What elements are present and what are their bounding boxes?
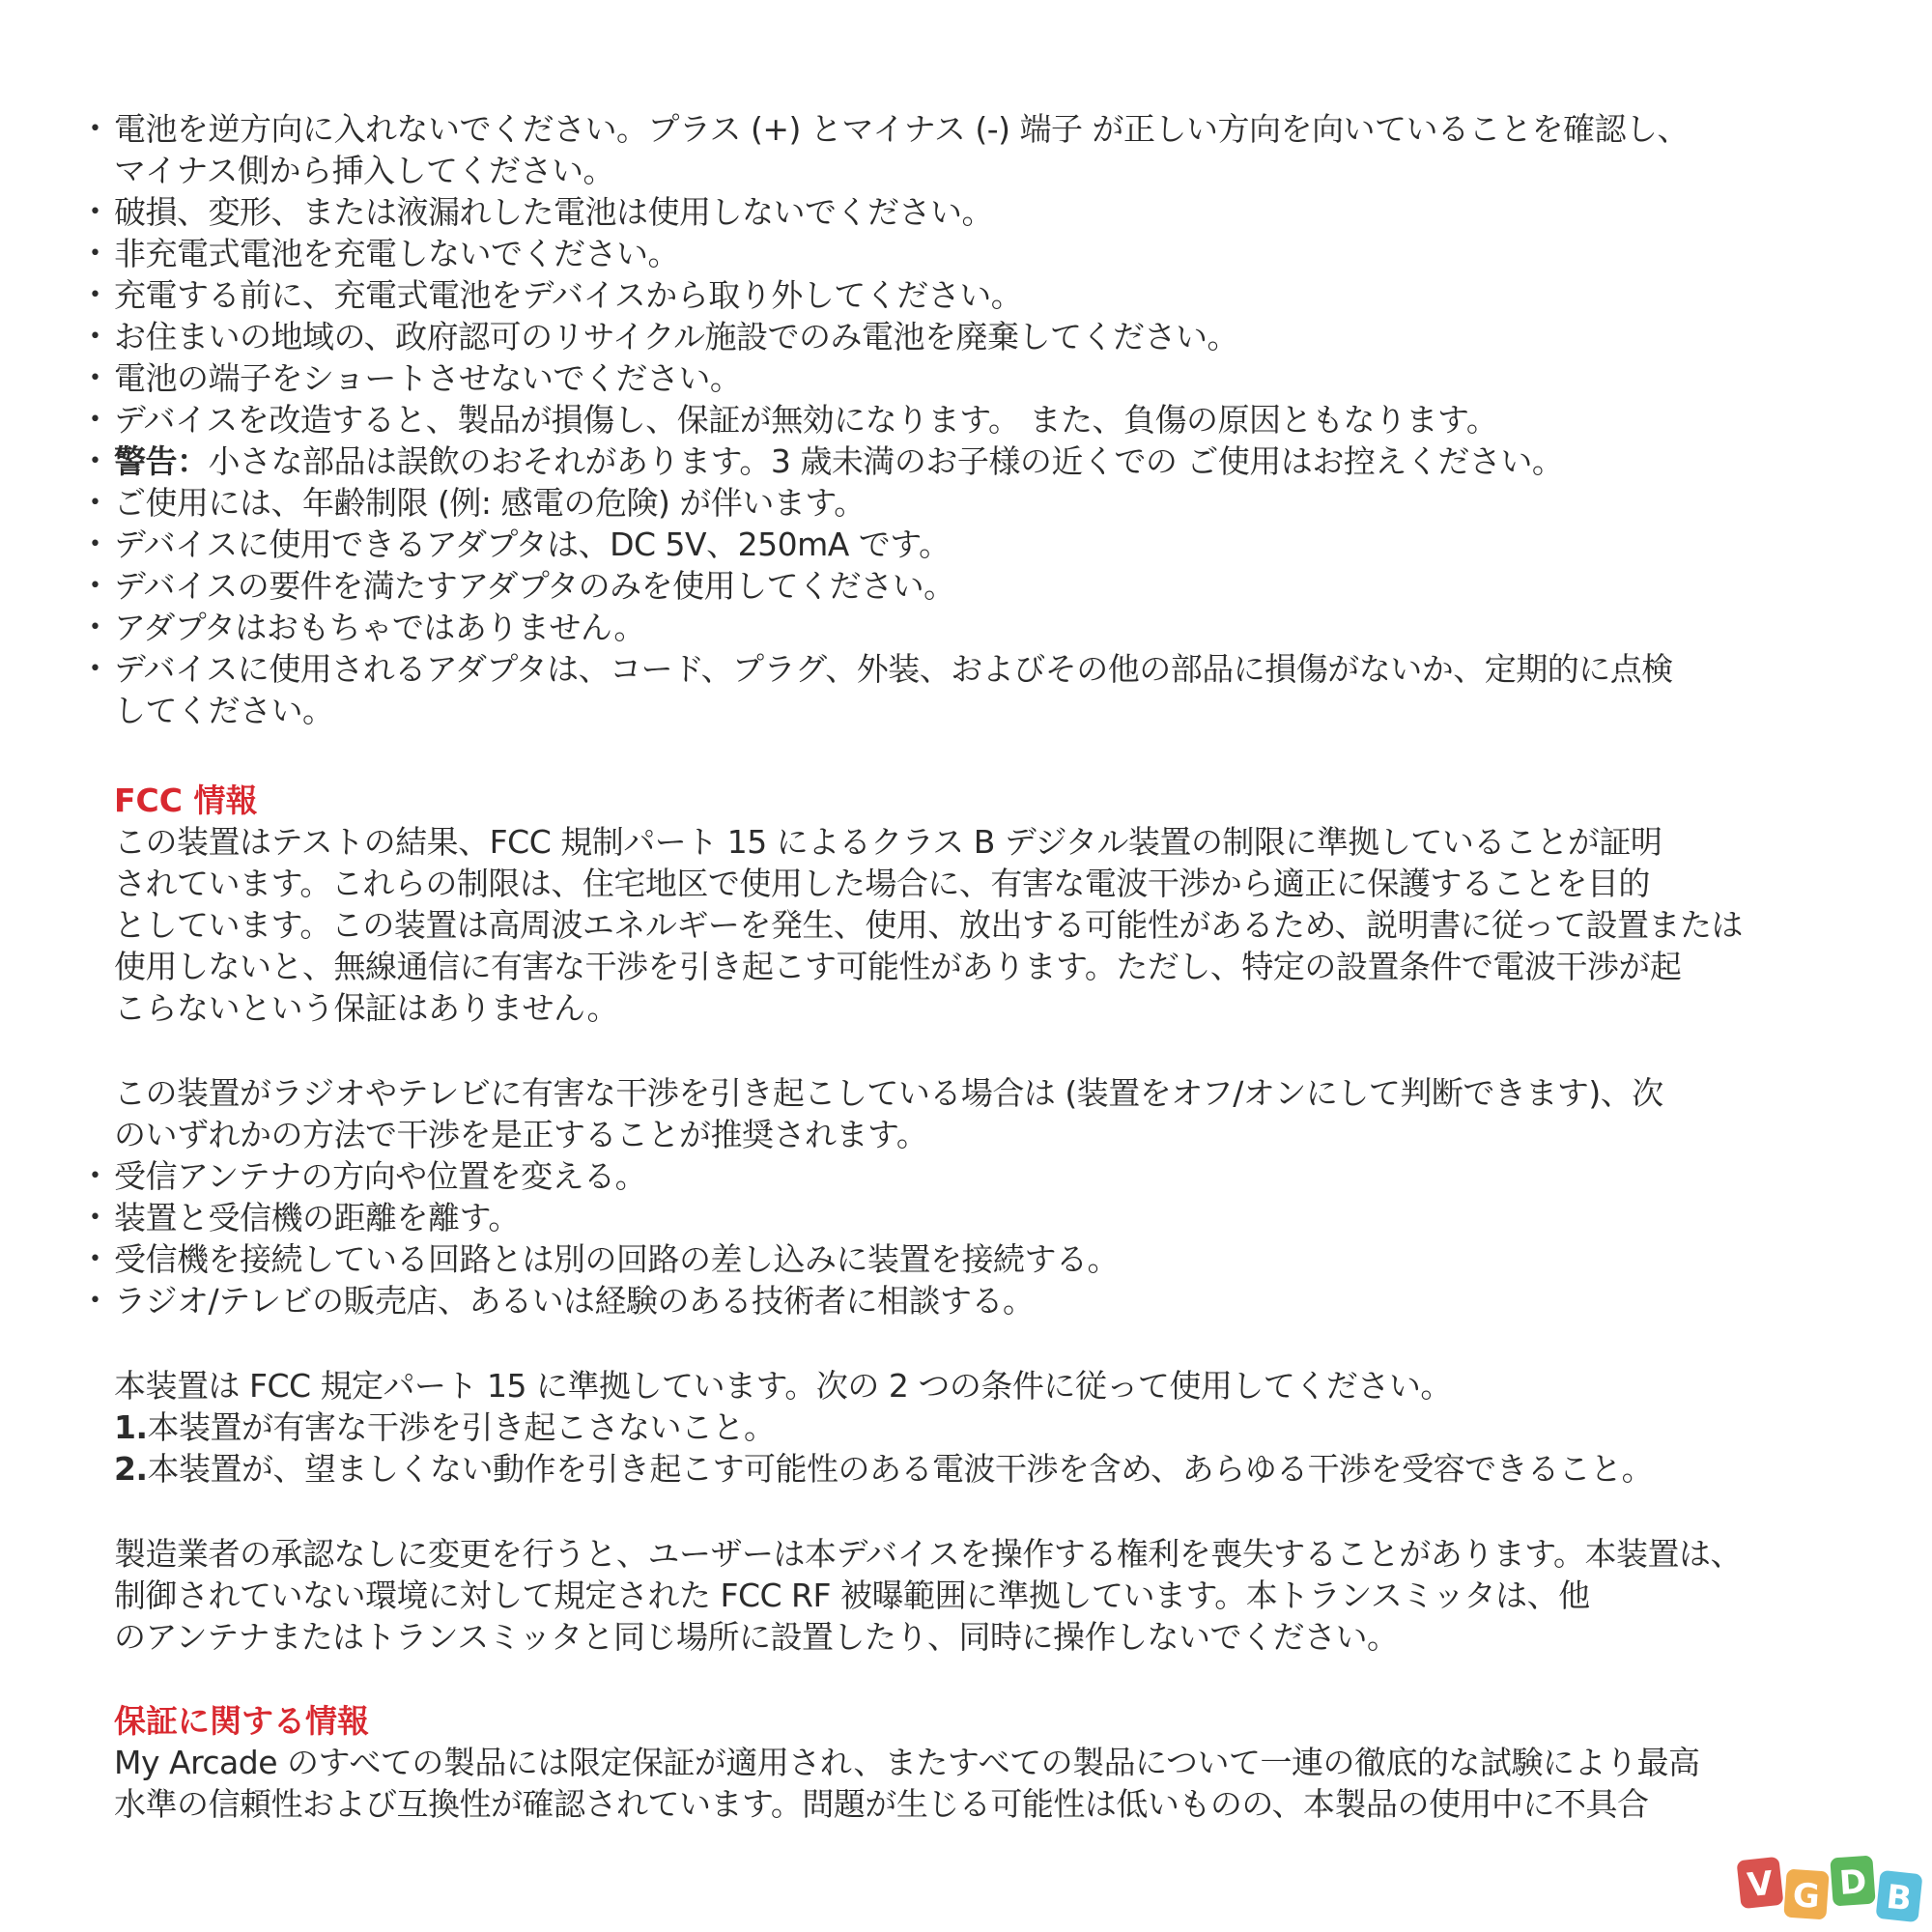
list-item-warning: • 警告：小さな部品は誤飲のおそれがあります。3 歳未満のお子様の近くでの ご使用はお控えください。 xyxy=(89,442,1564,480)
list-item: • デバイスを改造すると、製品が損傷し、保証が無効になります。 また、負傷の原因ともなります。 xyxy=(89,401,1498,439)
list-item-continuation: してください。 xyxy=(114,692,334,729)
paragraph-line: 水準の信頼性および互換性が確認されています。問題が生じる可能性は低いものの、本製品の使用中に不具合 xyxy=(114,1785,1649,1823)
paragraph-line: My Arcade のすべての製品には限定保証が適用され、またすべての製品について一連の徹底的な試験により最高 xyxy=(114,1744,1700,1781)
list-item: • 非充電式電池を充電しないでください。 xyxy=(89,235,679,272)
condition-number: 2. xyxy=(114,1450,148,1488)
paragraph-line: 制御されていない環境に対して規定された FCC RF 被曝範囲に準拠しています。本トランスミッタは、他 xyxy=(114,1577,1590,1614)
paragraph-line: この装置はテストの結果、FCC 規制パート 15 によるクラス B デジタル装置の制限に準拠していることが証明 xyxy=(114,823,1662,861)
list-item: • デバイスの要件を満たすアダプタのみを使用してください。 xyxy=(89,567,955,605)
svg-text:B: B xyxy=(1884,1877,1914,1919)
paragraph-line: としています。この装置は高周波エネルギーを発生、使用、放出する可能性があるため、説明書に従って設置または xyxy=(114,906,1744,944)
paragraph-line: のいずれかの方法で干渉を是正することが推奨されます。 xyxy=(114,1116,928,1153)
warranty-heading: 保証に関する情報 xyxy=(114,1702,369,1740)
vgdb-logo xyxy=(1737,1853,1928,1928)
logo-tile-g xyxy=(1783,1869,1829,1920)
paragraph-line: 本装置は FCC 規定パート 15 に準拠しています。次の 2 つの条件に従って使用してください。 xyxy=(114,1367,1452,1405)
paragraph-line: こらないという保証はありません。 xyxy=(114,989,618,1027)
list-item: • 電池を逆方向に入れないでください。プラス (+) とマイナス (-) 端子 が正しい方向を向いていることを確認し、 xyxy=(89,110,1690,148)
condition-item: 2.本装置が、望ましくない動作を引き起こす可能性のある電波干渉を含め、あらゆる干渉を受容できること。 xyxy=(114,1450,1654,1488)
list-item: • 充電する前に、充電式電池をデバイスから取り外してください。 xyxy=(89,276,1023,314)
paragraph-line: 使用しないと、無線通信に有害な干渉を引き起こす可能性があります。ただし、特定の設置条件で電波干渉が起 xyxy=(114,948,1682,985)
logo-tile-d xyxy=(1830,1856,1875,1907)
condition-item: 1.本装置が有害な干渉を引き起こさないこと。 xyxy=(114,1408,776,1446)
warning-label: 警告： xyxy=(114,442,209,480)
list-item: • 電池の端子をショートさせないでください。 xyxy=(89,359,742,397)
paragraph-line: この装置がラジオやテレビに有害な干渉を引き起こしている場合は (装置をオフ/オンにして判断できます)、次 xyxy=(114,1074,1663,1112)
logo-tile-v xyxy=(1737,1857,1783,1909)
fcc-heading: FCC 情報 xyxy=(114,781,258,819)
paragraph-line: されています。これらの制限は、住宅地区で使用した場合に、有害な電波干渉から適正に保護することを目的 xyxy=(114,865,1650,902)
list-item: • 破損、変形、または液漏れした電池は使用しないでください。 xyxy=(89,193,993,231)
list-item: • 受信機を接続している回路とは別の回路の差し込みに装置を接続する。 xyxy=(89,1240,1119,1278)
list-item: • 装置と受信機の距離を離す。 xyxy=(89,1199,520,1236)
list-item: • デバイスに使用できるアダプタは、DC 5V、250mA です。 xyxy=(89,526,951,563)
list-item: • アダプタはおもちゃではありません。 xyxy=(89,609,645,646)
list-item: • ラジオ/テレビの販売店、あるいは経験のある技術者に相談する。 xyxy=(89,1282,1035,1320)
paragraph-line: のアンテナまたはトランスミッタと同じ場所に設置したり、同時に操作しないでください。 xyxy=(114,1618,1399,1656)
list-item: • ご使用には、年齢制限 (例: 感電の危険) が伴います。 xyxy=(89,484,866,522)
list-item: • デバイスに使用されるアダプタは、コード、プラグ、外装、およびその他の部品に損傷がないか、定期的に点検 xyxy=(89,650,1673,688)
svg-text:D: D xyxy=(1837,1862,1868,1903)
list-item: • お住まいの地域の、政府認可のリサイクル施設でのみ電池を廃棄してください。 xyxy=(89,318,1239,355)
condition-number: 1. xyxy=(114,1408,148,1446)
svg-text:V: V xyxy=(1746,1863,1776,1906)
svg-text:G: G xyxy=(1791,1876,1822,1917)
list-item-continuation: マイナス側から挿入してください。 xyxy=(114,152,615,189)
list-item: • 受信アンテナの方向や位置を変える。 xyxy=(89,1157,647,1195)
paragraph-line: 製造業者の承認なしに変更を行うと、ユーザーは本デバイスを操作する権利を喪失することがあります。本装置は、 xyxy=(114,1535,1743,1573)
logo-tile-b xyxy=(1876,1870,1923,1922)
